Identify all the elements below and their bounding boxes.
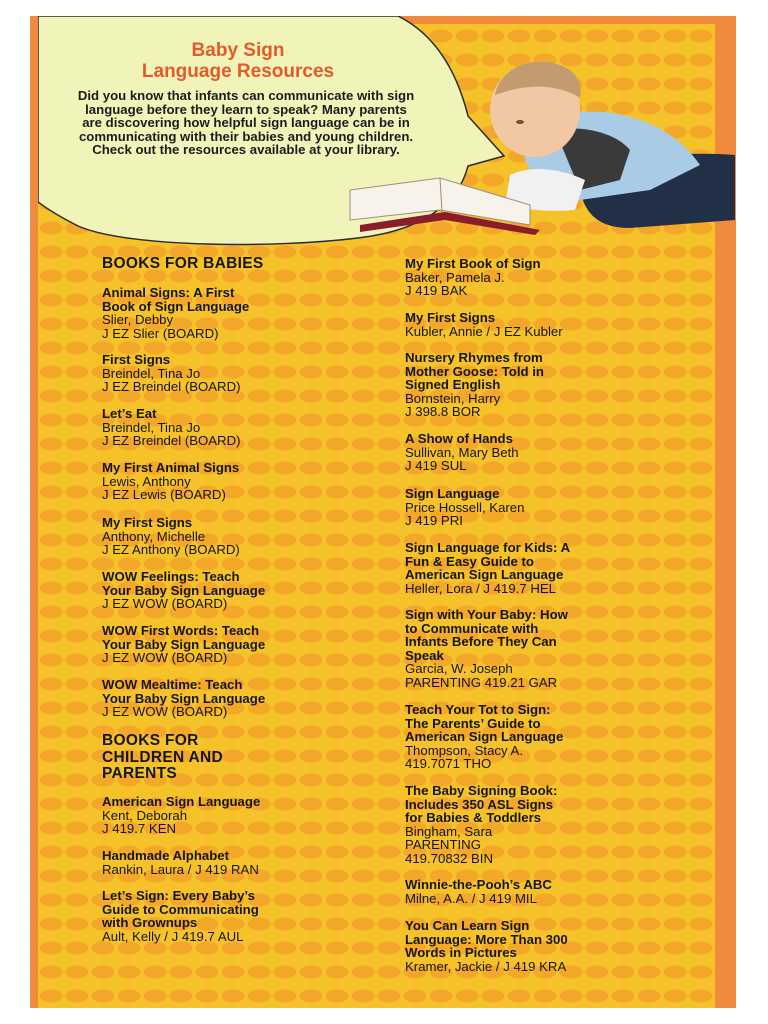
list-item bbox=[102, 407, 241, 448]
book-details: J EZ WOW (BOARD) bbox=[102, 596, 228, 612]
book-title: Nursery Rhymes from Mother Goose: Told in Signed English bbox=[405, 350, 544, 393]
intro-text: Did you know that infants can communicate with sign language before they learn to speak? Many parents are discovering how helpful sign language can be in communicating with their babies and young children. Check out the resources available at your library. bbox=[77, 88, 415, 158]
book-title: Sign with Your Baby: How to Communicate with Infants Before They Can Speak bbox=[405, 607, 568, 663]
baby-reading-book-illustration bbox=[330, 40, 740, 240]
book-title: A Show of Hands bbox=[405, 431, 513, 446]
book-title: American Sign Language bbox=[102, 794, 261, 809]
list-item bbox=[405, 257, 541, 298]
list-item bbox=[405, 878, 552, 905]
book-title: WOW First Words: Teach Your Baby Sign Language bbox=[102, 623, 266, 652]
book-details: Slier, Debby J EZ Slier (BOARD) bbox=[102, 312, 219, 341]
list-item bbox=[405, 432, 519, 473]
list-item bbox=[102, 461, 239, 502]
list-item bbox=[405, 351, 544, 419]
book-details: Milne, A.A. / J 419 MIL bbox=[405, 890, 537, 906]
book-title: Winnie-the-Pooh’s ABC bbox=[405, 877, 552, 892]
book-title: The Baby Signing Book: Includes 350 ASL Signs for Babies & Toddlers bbox=[405, 783, 558, 826]
book-details: J EZ WOW (BOARD) bbox=[102, 650, 228, 666]
book-details: Garcia, W. Joseph PARENTING 419.21 GAR bbox=[405, 661, 558, 690]
book-details: Bornstein, Harry J 398.8 BOR bbox=[405, 390, 501, 420]
book-details: Breindel, Tina Jo J EZ Breindel (BOARD) bbox=[102, 419, 241, 449]
book-title: First Signs bbox=[102, 352, 171, 367]
book-details: Kent, Deborah J 419.7 KEN bbox=[102, 807, 188, 837]
list-item bbox=[405, 487, 524, 528]
list-item bbox=[102, 516, 240, 557]
list-item bbox=[102, 570, 265, 611]
list-item bbox=[102, 678, 265, 719]
book-details: Rankin, Laura / J 419 RAN bbox=[102, 861, 259, 877]
book-details: Ault, Kelly / J 419.7 AUL bbox=[102, 928, 244, 944]
page-title: Baby Sign Language Resources bbox=[141, 40, 335, 82]
list-item bbox=[405, 784, 557, 866]
list-item bbox=[405, 703, 563, 771]
section-title-babies: BOOKS FOR BABIES bbox=[102, 255, 264, 272]
book-title: Handmade Alphabet bbox=[102, 848, 230, 863]
book-title: My First Signs bbox=[102, 515, 193, 530]
book-title: WOW Feelings: Teach Your Baby Sign Language bbox=[102, 569, 266, 598]
list-item bbox=[102, 353, 241, 394]
book-details: Baker, Pamela J. J 419 BAK bbox=[405, 269, 505, 299]
book-details: Sullivan, Mary Beth J 419 SUL bbox=[405, 444, 519, 474]
list-item bbox=[405, 608, 568, 690]
book-title: My First Animal Signs bbox=[102, 460, 240, 475]
book-title: Sign Language for Kids: A Fun & Easy Guide to American Sign Language bbox=[405, 540, 571, 583]
book-details: J EZ WOW (BOARD) bbox=[102, 704, 228, 720]
list-item bbox=[102, 795, 260, 836]
book-details: Kubler, Annie / J EZ Kubler bbox=[405, 323, 563, 339]
book-title: WOW Mealtime: Teach Your Baby Sign Language bbox=[102, 677, 266, 706]
list-item bbox=[405, 311, 563, 338]
book-details: Anthony, Michelle J EZ Anthony (BOARD) bbox=[102, 528, 240, 558]
book-title: Let’s Eat bbox=[102, 406, 157, 421]
list-item bbox=[102, 286, 249, 340]
book-title: Teach Your Tot to Sign: The Parents’ Guide to American Sign Language bbox=[405, 702, 564, 745]
list-item bbox=[102, 849, 259, 876]
book-details: Heller, Lora / J 419.7 HEL bbox=[405, 580, 557, 596]
book-details: Kramer, Jackie / J 419 KRA bbox=[405, 958, 567, 974]
list-item bbox=[405, 919, 568, 973]
book-details: Thompson, Stacy A. 419.7071 THO bbox=[405, 742, 524, 772]
list-item bbox=[102, 889, 259, 943]
book-details: Price Hossell, Karen J 419 PRI bbox=[405, 499, 525, 529]
list-item bbox=[102, 624, 265, 665]
book-title: Sign Language bbox=[405, 486, 500, 501]
section-title-children: BOOKS FOR CHILDREN AND PARENTS bbox=[102, 732, 223, 782]
book-title: My First Book of Sign bbox=[405, 256, 541, 271]
book-details: Breindel, Tina Jo J EZ Breindel (BOARD) bbox=[102, 365, 241, 395]
book-details: Lewis, Anthony J EZ Lewis (BOARD) bbox=[102, 473, 226, 503]
book-title: My First Signs bbox=[405, 310, 496, 325]
book-title: Animal Signs: A First Book of Sign Language bbox=[102, 285, 250, 314]
book-title: You Can Learn Sign Language: More Than 300 Words in Pictures bbox=[405, 918, 568, 961]
list-item bbox=[405, 541, 570, 595]
book-details: Bingham, Sara PARENTING 419.70832 BIN bbox=[405, 823, 493, 866]
book-title: Let’s Sign: Every Baby’s Guide to Communicating with Grownups bbox=[102, 888, 259, 931]
